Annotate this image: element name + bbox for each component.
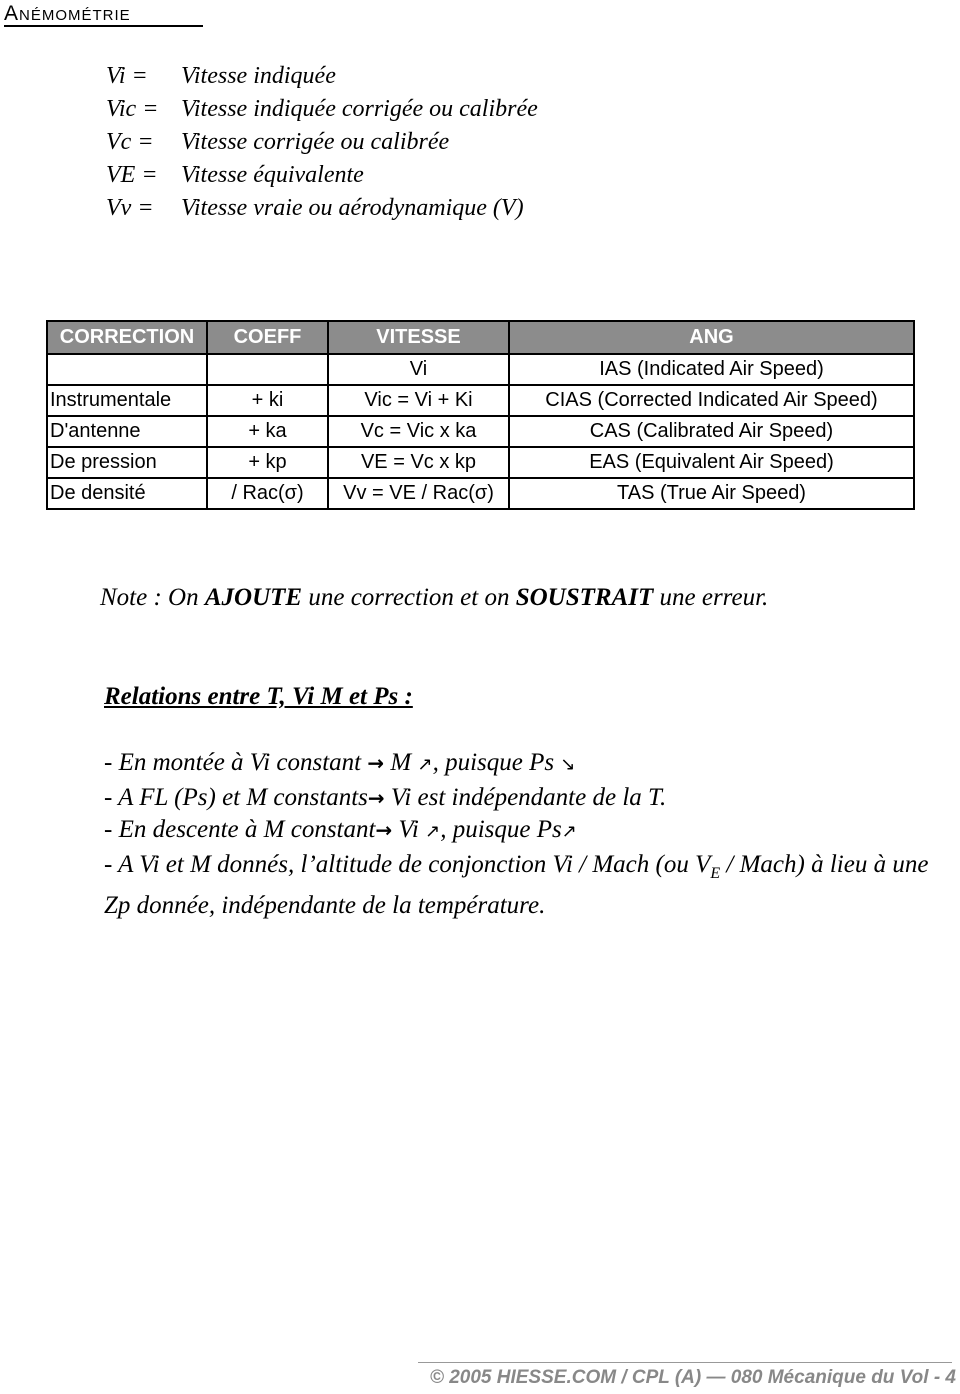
header-vitesse: VITESSE bbox=[328, 321, 509, 354]
definition-meaning: Vitesse vraie ou aérodynamique (V) bbox=[181, 195, 524, 221]
table-row bbox=[47, 478, 914, 509]
header-correction: CORRECTION bbox=[47, 321, 207, 354]
table-cell: TAS (True Air Speed) bbox=[509, 478, 914, 509]
table-cell bbox=[47, 354, 207, 385]
relation-text: M bbox=[390, 749, 418, 776]
note-prefix: Note : On bbox=[100, 584, 205, 611]
definition-symbol: VE = bbox=[106, 162, 158, 188]
relation-text: , puisque Ps bbox=[432, 749, 561, 776]
table-cell: D'antenne bbox=[47, 416, 207, 447]
definition-symbol: Vc = bbox=[106, 129, 154, 155]
relation-text: / Mach) à lieu à une Zp donnée, indépendante de la température. bbox=[104, 850, 929, 919]
definition-meaning: Vitesse indiquée bbox=[181, 63, 336, 89]
note-suffix: une erreur. bbox=[653, 584, 769, 611]
right-arrow-icon: → bbox=[367, 785, 385, 810]
up-right-arrow-icon: ↗ bbox=[425, 821, 441, 842]
table-cell: EAS (Equivalent Air Speed) bbox=[509, 447, 914, 478]
relations-title: Relations entre T, Vi M et Ps : bbox=[104, 683, 413, 710]
table-cell: / Rac(σ) bbox=[207, 478, 328, 509]
note bbox=[100, 584, 768, 612]
footer-rule bbox=[418, 1362, 952, 1363]
table-cell: Vv = VE / Rac(σ) bbox=[328, 478, 509, 509]
relation-line bbox=[104, 747, 934, 782]
note-emphasis-soustrait: SOUSTRAIT bbox=[515, 584, 654, 611]
relation-text: Vi est indépendante de la T. bbox=[390, 783, 667, 811]
note-middle: une correction et on bbox=[302, 584, 516, 611]
table-cell: Vc = Vic x ka bbox=[328, 416, 509, 447]
table-cell: + ki bbox=[207, 385, 328, 416]
header-ang: ANG bbox=[509, 321, 914, 354]
down-right-arrow-icon: ↘ bbox=[560, 754, 576, 775]
definition-symbol: Vv = bbox=[106, 195, 154, 221]
definition-meaning: Vitesse indiquée corrigée ou calibrée bbox=[181, 96, 538, 122]
definition-row bbox=[106, 159, 538, 192]
relation-text: - A Vi et M donnés, l’altitude de conjonction Vi / Mach (ou V bbox=[104, 850, 711, 878]
speed-correction-table bbox=[46, 320, 915, 510]
table-cell: CIAS (Corrected Indicated Air Speed) bbox=[509, 385, 914, 416]
definition-row bbox=[106, 192, 538, 225]
definition-row bbox=[106, 60, 538, 93]
table-cell: + ka bbox=[207, 416, 328, 447]
relation-line bbox=[104, 782, 934, 815]
table-cell: Vic = Vi + Ki bbox=[328, 385, 509, 416]
table-cell: VE = Vc x kp bbox=[328, 447, 509, 478]
right-arrow-icon: → bbox=[375, 818, 393, 842]
right-arrow-icon: → bbox=[367, 751, 385, 775]
relation-line bbox=[104, 814, 934, 849]
table-cell: De densité bbox=[47, 478, 207, 509]
table-row bbox=[47, 447, 914, 478]
table-cell: De pression bbox=[47, 447, 207, 478]
note-emphasis-ajoute: AJOUTE bbox=[204, 584, 303, 611]
definition-meaning: Vitesse corrigée ou calibrée bbox=[181, 129, 450, 155]
up-right-arrow-icon: ↗ bbox=[417, 754, 433, 775]
definition-meaning: Vitesse équivalente bbox=[181, 162, 364, 188]
table-cell: IAS (Indicated Air Speed) bbox=[509, 354, 914, 385]
table-header-row bbox=[47, 321, 914, 354]
definition-row bbox=[106, 126, 538, 159]
table-cell: Instrumentale bbox=[47, 385, 207, 416]
table-cell bbox=[207, 354, 328, 385]
table-row bbox=[47, 354, 914, 385]
definition-symbol: Vic = bbox=[106, 96, 159, 122]
table-row bbox=[47, 385, 914, 416]
relation-text: Vi bbox=[398, 816, 426, 843]
relation-line bbox=[104, 849, 934, 923]
definitions-list bbox=[106, 60, 538, 225]
page-footer: © 2005 HIESSE.COM / CPL (A) — 080 Mécanique du Vol - 4 bbox=[429, 1367, 956, 1388]
table-cell: + kp bbox=[207, 447, 328, 478]
definition-symbol: Vi = bbox=[106, 63, 148, 89]
header-coeff: COEFF bbox=[207, 321, 328, 354]
up-right-arrow-icon: ↗ bbox=[561, 821, 577, 842]
section-title-underline bbox=[4, 25, 203, 27]
relation-text: , puisque Ps bbox=[440, 816, 562, 843]
table-cell: CAS (Calibrated Air Speed) bbox=[509, 416, 914, 447]
relations-list bbox=[104, 747, 934, 923]
relation-text: - En montée à Vi constant bbox=[104, 749, 368, 776]
relation-text: - A FL (Ps) et M constants bbox=[104, 783, 368, 811]
section-title: Anémométrie bbox=[4, 2, 131, 25]
definition-row bbox=[106, 93, 538, 126]
relation-text: - En descente à M constant bbox=[104, 816, 376, 843]
table-cell: Vi bbox=[328, 354, 509, 385]
table-row bbox=[47, 416, 914, 447]
relation-subscript: E bbox=[710, 864, 721, 882]
